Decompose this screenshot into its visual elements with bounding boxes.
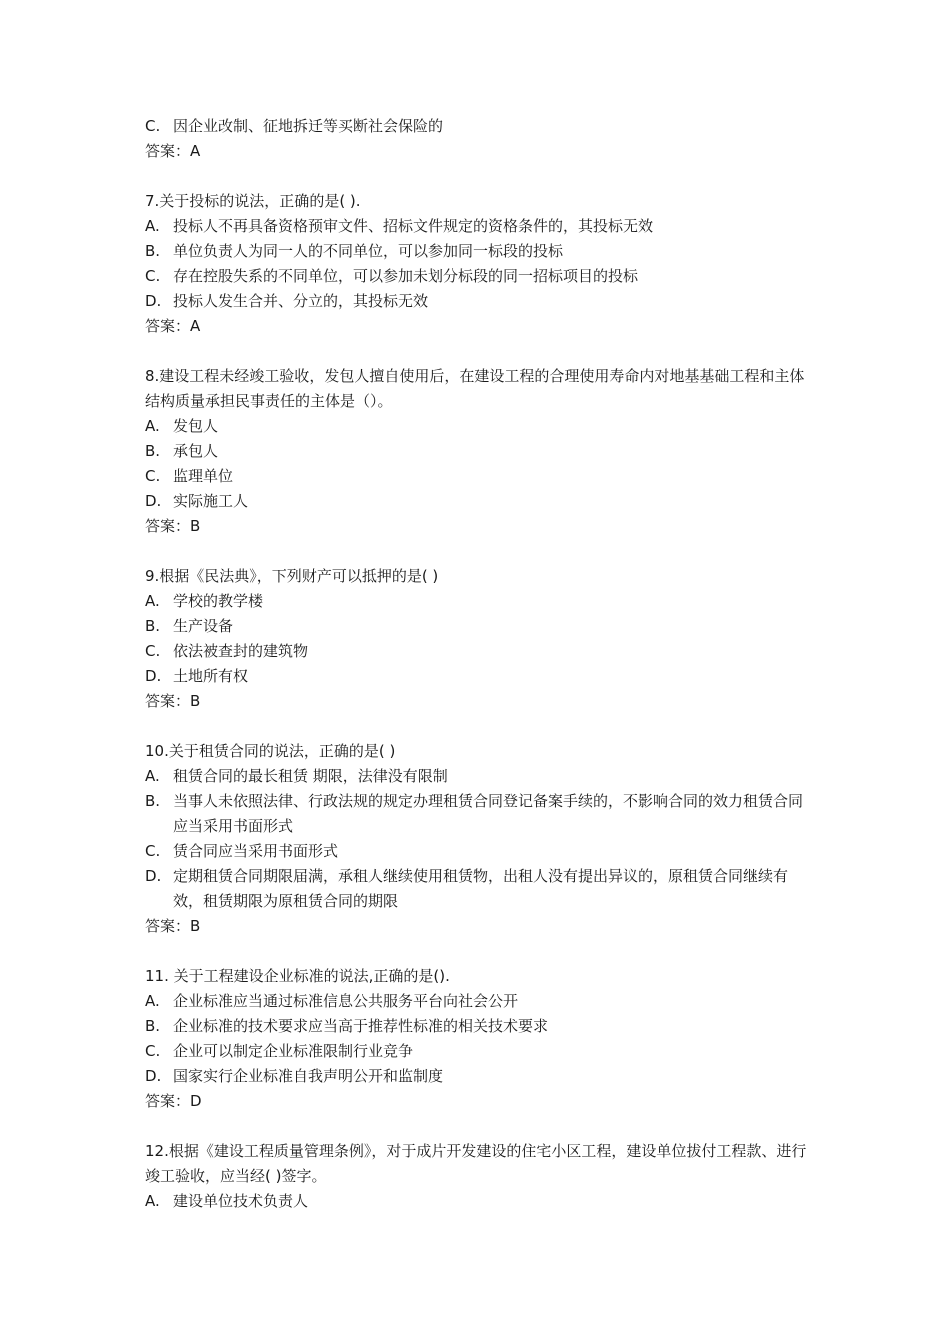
option-letter: C. <box>145 642 161 660</box>
option-text: 当事人未依照法律、行政法规的规定办理租赁合同登记备案手续的，不影响合同的效力租赁合同应当采用书面形式 <box>173 792 804 835</box>
question-block-12 <box>145 1139 815 1214</box>
option-text: 发包人 <box>173 417 219 435</box>
option-a <box>145 1189 815 1214</box>
option-letter: D. <box>145 1067 162 1085</box>
option-letter: D. <box>145 492 162 510</box>
option-c <box>145 839 815 864</box>
question-block-11 <box>145 964 815 1114</box>
question-stem: 9.根据《民法典》，下列财产可以抵押的是( ) <box>145 567 439 585</box>
option-text: 投标人发生合并、分立的，其投标无效 <box>173 292 429 310</box>
option-d <box>145 864 815 914</box>
question-stem: 7.关于投标的说法，正确的是( ). <box>145 192 361 210</box>
option-text: 投标人不再具备资格预审文件、招标文件规定的资格条件的，其投标无效 <box>173 217 654 235</box>
option-letter: A. <box>145 417 160 435</box>
option-b <box>145 1014 815 1039</box>
option-text: 学校的教学楼 <box>173 592 264 610</box>
option-c <box>145 639 815 664</box>
answer-line: 答案：B <box>145 517 201 535</box>
option-text: 监理单位 <box>173 467 234 485</box>
option-letter: C. <box>145 842 161 860</box>
option-d <box>145 489 815 514</box>
option-letter: B. <box>145 617 161 635</box>
option-text: 租赁合同的最长租赁 期限，法律没有限制 <box>173 767 448 785</box>
question-block-8 <box>145 364 815 539</box>
option-d <box>145 289 815 314</box>
option-text: 承包人 <box>173 442 219 460</box>
answer-line: 答案：A <box>145 142 201 160</box>
question-block-9 <box>145 564 815 714</box>
option-a <box>145 989 815 1014</box>
answer-line: 答案：B <box>145 692 201 710</box>
option-a <box>145 414 815 439</box>
option-letter: B. <box>145 442 161 460</box>
option-b <box>145 614 815 639</box>
question-stem: 11. 关于工程建设企业标准的说法,正确的是(). <box>145 967 450 985</box>
question-block-10 <box>145 739 815 939</box>
answer-line: 答案：B <box>145 917 201 935</box>
option-letter: C. <box>145 267 161 285</box>
option-text: 国家实行企业标准自我声明公开和监制度 <box>173 1067 444 1085</box>
option-d <box>145 1064 815 1089</box>
option-b <box>145 239 815 264</box>
option-text: 存在控股失系的不同单位，可以参加未划分标段的同一招标项目的投标 <box>173 267 639 285</box>
option-text: 企业可以制定企业标准限制行业竞争 <box>173 1042 414 1060</box>
option-letter: B. <box>145 242 161 260</box>
option-letter: B. <box>145 1017 161 1035</box>
option-a <box>145 764 815 789</box>
option-d <box>145 664 815 689</box>
option-letter: C. <box>145 1042 161 1060</box>
question-stem: 8.建设工程未经竣工验收，发包人擅自使用后，在建设工程的合理使用寿命内对地基基础工程和主体结构质量承担民事责任的主体是（）。 <box>145 367 805 410</box>
option-text: 定期租赁合同期限届满，承租人继续使用租赁物，出租人没有提出异议的，原租赁合同继续有效，租赁期限为原租赁合同的期限 <box>173 867 789 910</box>
option-a <box>145 589 815 614</box>
option-c <box>145 264 815 289</box>
option-letter: C. <box>145 467 161 485</box>
option-c <box>145 114 815 139</box>
option-letter: A. <box>145 767 160 785</box>
option-letter: D. <box>145 867 162 885</box>
option-letter: B. <box>145 792 161 810</box>
option-c <box>145 464 815 489</box>
option-text: 生产设备 <box>173 617 234 635</box>
option-text: 企业标准应当通过标准信息公共服务平台向社会公开 <box>173 992 519 1010</box>
option-b <box>145 439 815 464</box>
option-b <box>145 789 815 839</box>
question-block-7 <box>145 189 815 339</box>
option-text: 实际施工人 <box>173 492 249 510</box>
option-text: 单位负责人为同一人的不同单位，可以参加同一标段的投标 <box>173 242 564 260</box>
option-text: 企业标准的技术要求应当高于推荐性标准的相关技术要求 <box>173 1017 549 1035</box>
option-letter: C. <box>145 117 161 135</box>
option-text: 因企业改制、征地拆迁等买断社会保险的 <box>173 117 444 135</box>
option-c <box>145 1039 815 1064</box>
option-letter: A. <box>145 592 160 610</box>
document-page <box>145 114 815 1214</box>
option-letter: D. <box>145 667 162 685</box>
option-letter: A. <box>145 992 160 1010</box>
answer-line: 答案：D <box>145 1092 202 1110</box>
option-text: 建设单位技术负责人 <box>173 1192 309 1210</box>
option-text: 赁合同应当采用书面形式 <box>173 842 339 860</box>
question-stem: 10.关于租赁合同的说法，正确的是( ) <box>145 742 396 760</box>
option-a <box>145 214 815 239</box>
question-block-6-tail <box>145 114 815 164</box>
option-letter: A. <box>145 217 160 235</box>
option-text: 依法被查封的建筑物 <box>173 642 309 660</box>
option-letter: A. <box>145 1192 160 1210</box>
option-letter: D. <box>145 292 162 310</box>
answer-line: 答案：A <box>145 317 201 335</box>
option-text: 土地所有权 <box>173 667 249 685</box>
question-stem: 12.根据《建设工程质量管理条例》，对于成片开发建设的住宅小区工程，建设单位拔付工程款、进行竣工验收，应当经( )签字。 <box>145 1142 807 1185</box>
